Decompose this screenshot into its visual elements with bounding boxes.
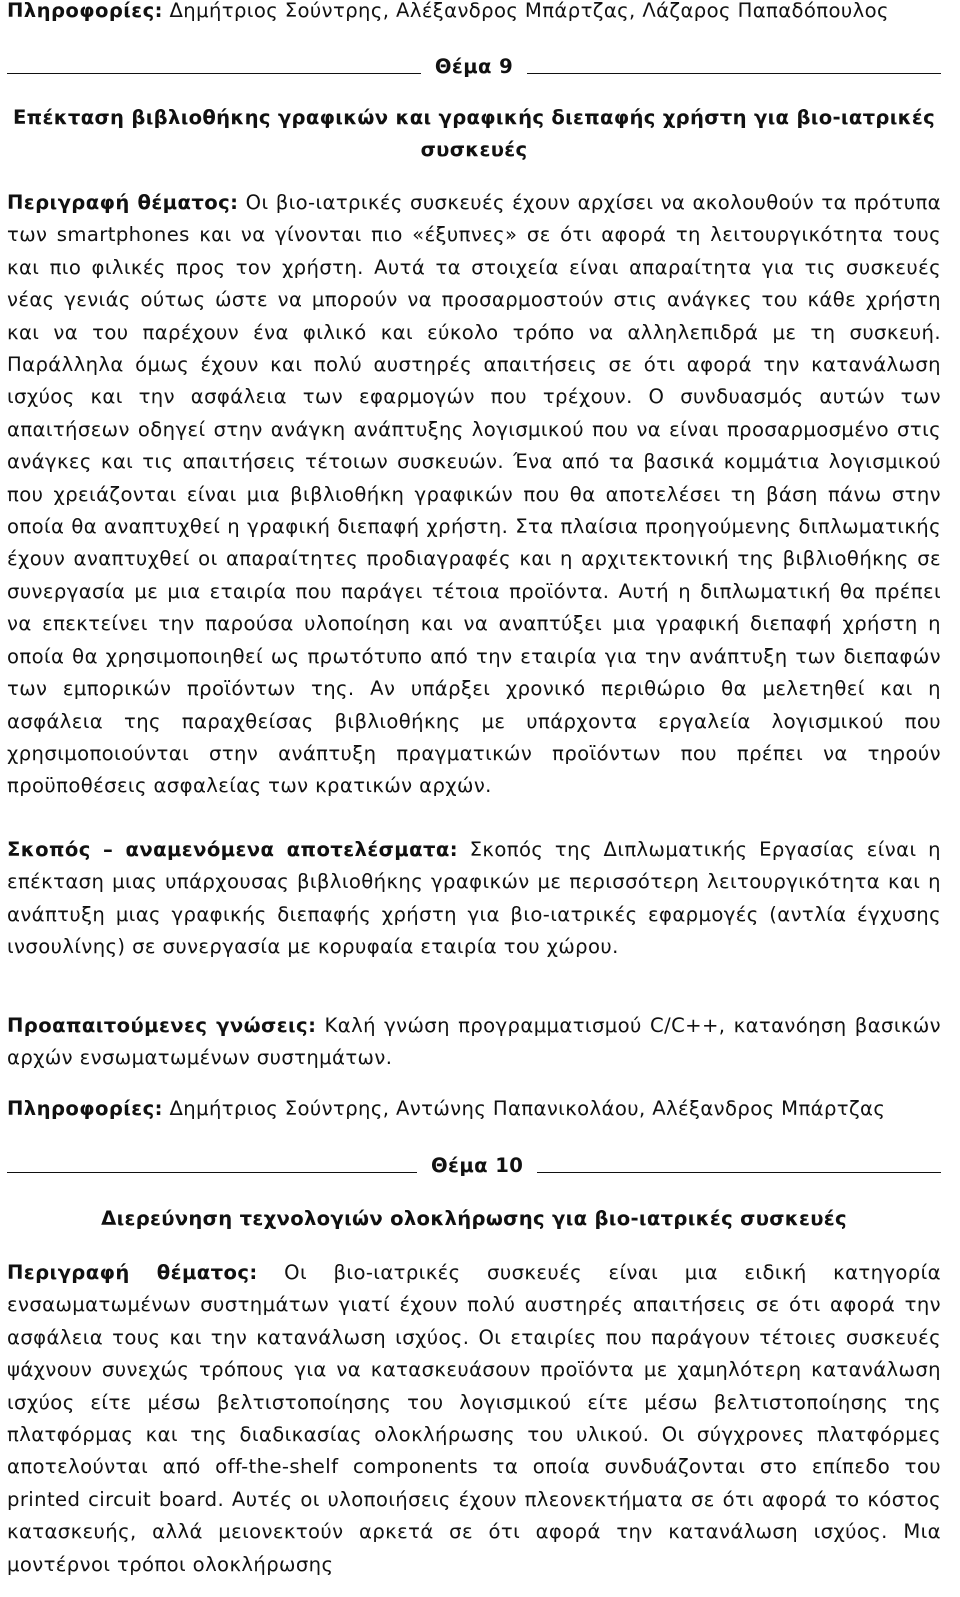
topic9-prereq-label: Προαπαιτούμενες γνώσεις: — [7, 1014, 317, 1037]
topic9-description-text: Οι βιο-ιατρικές συσκευές έχουν αρχίσει να ακολουθούν τα πρότυπα των smartphones και να γίνονται πιο «έξυπνες» σε ότι αφορά τη λειτουργικότητα τους και πιο φιλικές προς τον χρήστη. Αυτά τα στοιχεία είναι απαραίτητα για τις συσκευές νέας γενιάς ούτως ώστε να μπορούν να προσαρμοστούν στις ανάγκες του κάθε χρήστη και να του παρέχουν ένα φιλικό και εύκολο τρόπο να αλληλεπιδρά με τη συσκευή. Παράλληλα όμως έχουν και πολύ αυστηρές απαιτήσεις σε ότι αφορά την κατανάλωση ισχύος και την ασφάλεια των εφαρμογών που τρέχουν. Ο συνδυασμός αυτών των απαιτήσεων οδηγεί στην ανάγκη ανάπτυξης λογισμικού που να είναι προσαρμοσμένο στις ανάγκες και τις απαιτήσεις τέτοιων συσκευών. Ένα από τα βασικά κομμάτια λογισμικού που χρειάζονται είναι μια βιβλιοθήκη γραφικών που θα αποτελέσει τη βάση πάνω στην οποία θα αναπτυχθεί η γραφική διεπαφή χρήστη. Στα πλαίσια προηγούμενης διπλωματικής έχουν αναπτυχθεί οι απαραίτητες προδιαγραφές και η αρχιτεκτονική της βιβλιοθήκης σε συνεργασία με μια εταιρία που παράγει τέτοια προϊόντα. Αυτή η διπλωματική θα πρέπει να επεκτείνει την παρούσα υλοποίηση και να αναπτύξει μια γραφική διεπαφή χρήστη η οποία θα χρησιμοποιηθεί ως πρωτότυπο από την εταιρία για την ανάπτυξη των διεπαφών των εμπορικών προϊόντων της. Αν υπάρξει χρονικό περιθώριο θα μελετηθεί και η ασφάλεια της παραχθείσας βιβλιοθήκης με υπάρχοντα εργαλεία λογισμικού που χρησιμοποιούνται στην ανάπτυξη πραγματικών προϊόντων που πρέπει να τηρούν προϋποθέσεις ασφαλείας των κρατικών αρχών. — [7, 191, 941, 798]
topic9-description — [7, 187, 941, 803]
topic9-goal — [7, 834, 941, 964]
topic9-info — [7, 0, 889, 27]
topic9-prereq-text: Καλή γνώση προγραμματισμού C/C++, κατανόηση βασικών αρχών ενσωματωμένων συστημάτων. — [7, 1014, 941, 1070]
heading-rule-left — [7, 73, 421, 74]
topic10-title: Διερεύνηση τεχνολογιών ολοκλήρωσης για βιο-ιατρικές συσκευές — [101, 1207, 847, 1230]
topic9-info2-label: Πληροφορίες: — [7, 1097, 163, 1120]
topic9-info-label: Πληροφορίες: — [7, 0, 163, 22]
topic9-info-2 — [7, 1093, 885, 1125]
topic9-heading-divider — [7, 44, 941, 88]
topic9-description-label: Περιγραφή θέματος: — [7, 191, 239, 214]
topic10-description-label: Περιγραφή θέματος: — [7, 1261, 258, 1284]
topic9-info2-text: Δημήτριος Σούντρης, Αντώνης Παπανικολάου, Αλέξανδρος Μπάρτζας — [162, 1097, 886, 1120]
topic9-goal-label: Σκοπός – αναμενόμενα αποτελέσματα: — [7, 838, 458, 861]
topic9-goal-text: Σκοπός της Διπλωματικής Εργασίας είναι η επέκταση μιας υπάρχουσας βιβλιοθήκης γραφικών με περισσότερη λειτουργικότητα και η ανάπτυξη μιας γραφικής διεπαφής χρήστη για βιο-ιατρικές εφαρμογές (αντλία έγχυσης ινσουλίνης) σε συνεργασία με κορυφαία εταιρία του χώρου. — [7, 838, 941, 959]
topic10-heading-divider — [7, 1143, 941, 1187]
heading-rule-right — [527, 73, 941, 74]
topic10-heading: Θέμα 10 — [431, 1153, 524, 1177]
topic10-description-text: Οι βιο-ιατρικές συσκευές είναι μια ειδική κατηγορία ενσαωματωμένων συστημάτων γιατί έχουν πολύ αυστηρές απαιτήσεις σε ότι αφορά την ασφάλεια τους και την κατανάλωση ισχύος. Οι εταιρίες που παράγουν τέτοιες συσκευές ψάχνουν συνεχώς τρόπους για να κατασκευάσουν προϊόντα με χαμηλότερη κατανάλωση ισχύος είτε μέσω βελτιστοποίησης του λογισμικού είτε μέσω βελτιστοποίησης της πλατφόρμας και της διαδικασίας ολοκλήρωσης του υλικού. Οι σύγχρονες πλατφόρμες αποτελούνται από off-the-shelf components τα οποία συνδυάζονται στο επίπεδο του printed circuit board. Αυτές οι υλοποιήσεις έχουν πλεονεκτήματα σε ότι αφορά το κόστος κατασκευής, αλλά μειονεκτούν αρκετά σε ότι αφορά την κατανάλωση ισχύος. Μια μοντέρνοι τρόποι ολοκλήρωσης — [7, 1261, 941, 1576]
topic9-title: Επέκταση βιβλιοθήκης γραφικών και γραφικής διεπαφής χρήστη για βιο-ιατρικές συσκευές — [13, 106, 935, 162]
heading-rule-right — [537, 1172, 941, 1173]
topic10-description — [7, 1257, 941, 1581]
topic9-info-text: Δημήτριος Σούντρης, Αλέξανδρος Μπάρτζας, Λάζαρος Παπαδόπουλος — [162, 0, 889, 22]
heading-rule-left — [7, 1172, 417, 1173]
topic9-prerequisites — [7, 1010, 941, 1075]
topic9-heading: Θέμα 9 — [434, 54, 514, 78]
